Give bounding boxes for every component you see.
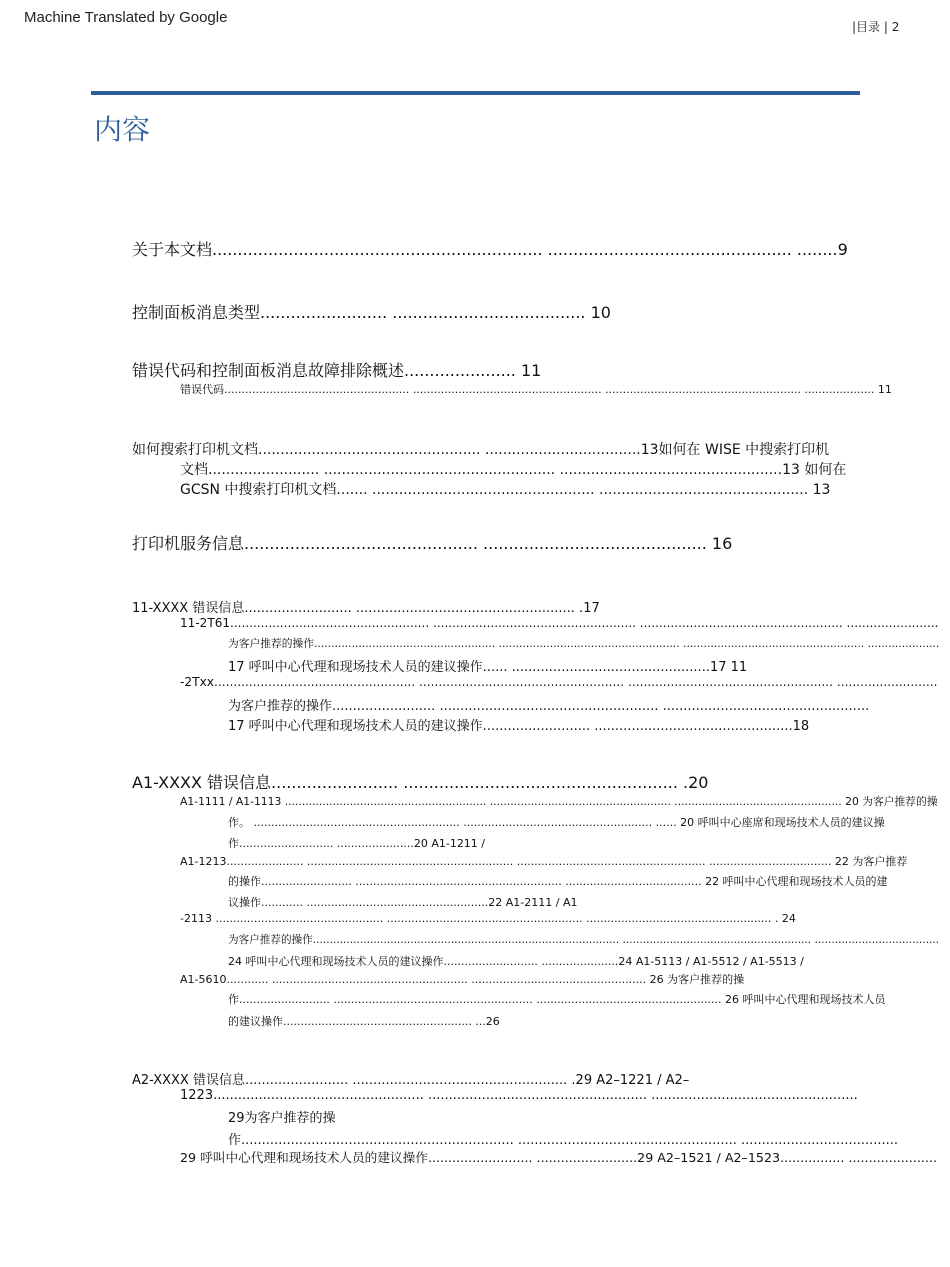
toc-entry-a2xxxx[interactable]: 29 呼叫中心代理和现场技术人员的建议操作.......................... .........................29 A2–1521 / A2–1523................ ...................... [180, 1150, 937, 1165]
toc-entry-a1xxxx[interactable]: 的建议操作...................................................... ...26 [228, 1015, 500, 1028]
toc-entry-search-docs[interactable]: 如何搜索打印机文档.................................................. ...................................13如何在 WISE 中搜索打印机 [132, 442, 830, 458]
toc-entry-11xxxx[interactable]: 为客户推荐的操作..................................................... ..................................................... ..................................................... ..................... [228, 637, 940, 650]
toc-entry-11xxxx[interactable]: 17 呼叫中心代理和现场技术人员的建议操作...... ................................................17 11 [228, 660, 748, 675]
toc-entry-11xxxx[interactable]: 为客户推荐的操作......................... ..................................................... .................................................. [228, 699, 870, 714]
toc-entry-a1xxxx[interactable]: A1-XXXX 错误信息......................... ...................................................... .20 [132, 773, 709, 792]
toc-entry-a1xxxx[interactable]: A1-5610............ ........................................................ .................................................. 26 为客户推荐的操 [180, 973, 745, 986]
toc-entry-a1xxxx[interactable]: A1-1111 / A1-1113 ........................................................... ..................................................... ................................................. 20 为客户推荐的操 [180, 795, 938, 808]
toc-entry-11xxxx[interactable]: 17 呼叫中心代理和现场技术人员的建议操作.......................... ................................................18 [228, 719, 810, 734]
toc-entry-a1xxxx[interactable]: 24 呼叫中心代理和现场技术人员的建议操作........................... ......................24 A1-5113 / A1-5512 / A1-5513 / [228, 955, 804, 968]
toc-entry-about[interactable]: 关于本文档................................................................. ................................................ ........9 [132, 240, 848, 259]
toc-entry-service-info[interactable]: 打印机服务信息.............................................. ............................................ 16 [132, 534, 733, 553]
toc-entry-message-types[interactable]: 控制面板消息类型......................... ...................................... 10 [132, 303, 611, 322]
toc-entry-11xxxx[interactable]: 11-XXXX 错误信息.......................... ..................................................... .17 [132, 601, 600, 616]
page-number-label: |目录 | 2 [852, 20, 900, 34]
toc-entry-11xxxx[interactable]: 11-2T61.................................................... ..................................................... ..................................................... ........................ [180, 616, 939, 630]
toc-entry-a1xxxx[interactable]: 作。 ........................................................... ...................................................... ...... 20 呼叫中心座席和现场技术人员的建议操 [228, 816, 885, 829]
toc-entry-a1xxxx[interactable]: 的操作.......................... ........................................................... ....................................... 22 呼叫中心代理和现场技术人员的建 [228, 875, 888, 888]
toc-entry-a1xxxx[interactable]: 作.......................... ......................................................... ..................................................... 26 呼叫中心代理和现场技术人员 [228, 993, 886, 1006]
title-rule [91, 91, 860, 95]
toc-entry-a1xxxx[interactable]: 为客户推荐的操作........................................................................................... ........................................................ ..................................... [228, 934, 940, 946]
toc-entry-search-docs[interactable]: 文档......................... .................................................... ..................................................13 如何在 [180, 462, 847, 478]
toc-entry-a2xxxx[interactable]: 29为客户推荐的操 [228, 1111, 336, 1126]
machine-translated-label: Machine Translated by Google [24, 9, 228, 26]
toc-entry-search-docs[interactable]: GCSN 中搜索打印机文档....... .................................................. ............................................... 13 [180, 482, 831, 498]
toc-entry-a2xxxx[interactable]: 作.................................................................. ..................................................... ...................................... [228, 1133, 899, 1148]
toc-entry-error-codes[interactable]: 错误代码..................................................... ...................................................... ........................................................ .................... 11 [180, 383, 892, 396]
toc-entry-a1xxxx[interactable]: A1-1213...................... ........................................................... ...................................................... ................................... 22 为客户推荐 [180, 855, 908, 868]
toc-entry-a2xxxx[interactable]: A2-XXXX 错误信息......................... .................................................... .29 A2–1221 / A2– [132, 1073, 690, 1088]
toc-entry-11xxxx[interactable]: -2Txx.................................................... ..................................................... ..................................................... .......................... [180, 675, 938, 689]
toc-entry-troubleshooting[interactable]: 错误代码和控制面板消息故障排除概述...................... 11 [132, 361, 542, 380]
toc-entry-a1xxxx[interactable]: -2113 ................................................ ........................................................ ..................................................... . 24 [180, 912, 796, 925]
toc-entry-a2xxxx[interactable]: 1223................................................... ..................................................... .................................................. [180, 1088, 858, 1103]
toc-entry-a1xxxx[interactable]: 议操作............ ....................................................22 A1-2111 / A1 [228, 896, 578, 909]
toc-entry-a1xxxx[interactable]: 作........................... ......................20 A1-1211 / [228, 837, 486, 850]
page-title: 内容 [94, 113, 151, 146]
